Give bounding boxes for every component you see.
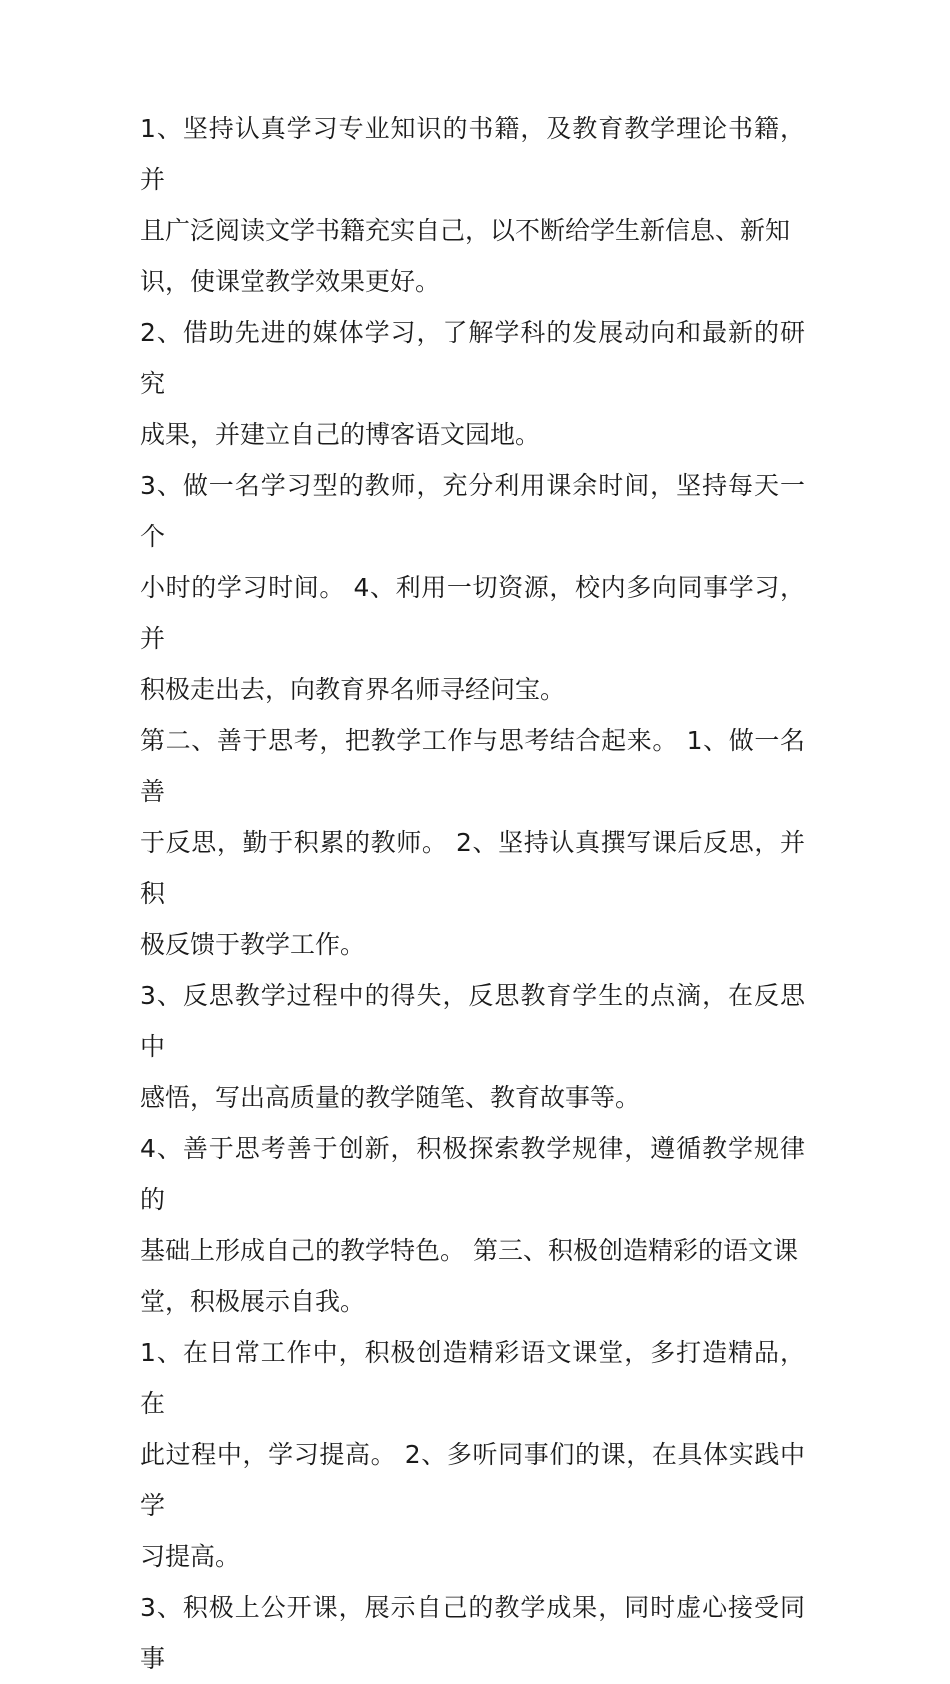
paragraph-4: 第二、善于思考，把教学工作与思考结合起来。 1、做一名善 于反思，勤于积累的教师。 2、坚持认真撰写课后反思，并积 极反馈于教学工作。 bbox=[140, 726, 805, 959]
paragraph-1: 1、坚持认真学习专业知识的书籍，及教育教学理论书籍，并 且广泛阅读文学书籍充实自己，以不断给学生新信息、新知 识，使课堂教学效果更好。 bbox=[140, 114, 805, 296]
paragraph-8: 3、积极上公开课，展示自己的教学成果，同时虚心接受同事 bbox=[140, 1593, 805, 1673]
paragraph-3: 3、做一名学习型的教师，充分利用课余时间，坚持每天一个 小时的学习时间。 4、利用一切资源，校内多向同事学习，并 积极走出去，向教育界名师寻经问宝。 bbox=[140, 471, 805, 704]
paragraph-6: 4、善于思考善于创新，积极探索教学规律，遵循教学规律的 基础上形成自己的教学特色。 第三、积极创造精彩的语文课 堂，积极展示自我。 bbox=[140, 1134, 805, 1316]
paragraph-7: 1、在日常工作中，积极创造精彩语文课堂，多打造精品，在 此过程中，学习提高。 2、多听同事们的课，在具体实践中学 习提高。 bbox=[140, 1338, 805, 1571]
paragraph-2: 2、借助先进的媒体学习，了解学科的发展动向和最新的研究 成果，并建立自己的博客语文园地。 bbox=[140, 318, 805, 449]
paragraph-5: 3、反思教学过程中的得失，反思教育学生的点滴，在反思中 感悟，写出高质量的教学随笔、教育故事等。 bbox=[140, 981, 805, 1112]
document-body bbox=[140, 103, 805, 1684]
